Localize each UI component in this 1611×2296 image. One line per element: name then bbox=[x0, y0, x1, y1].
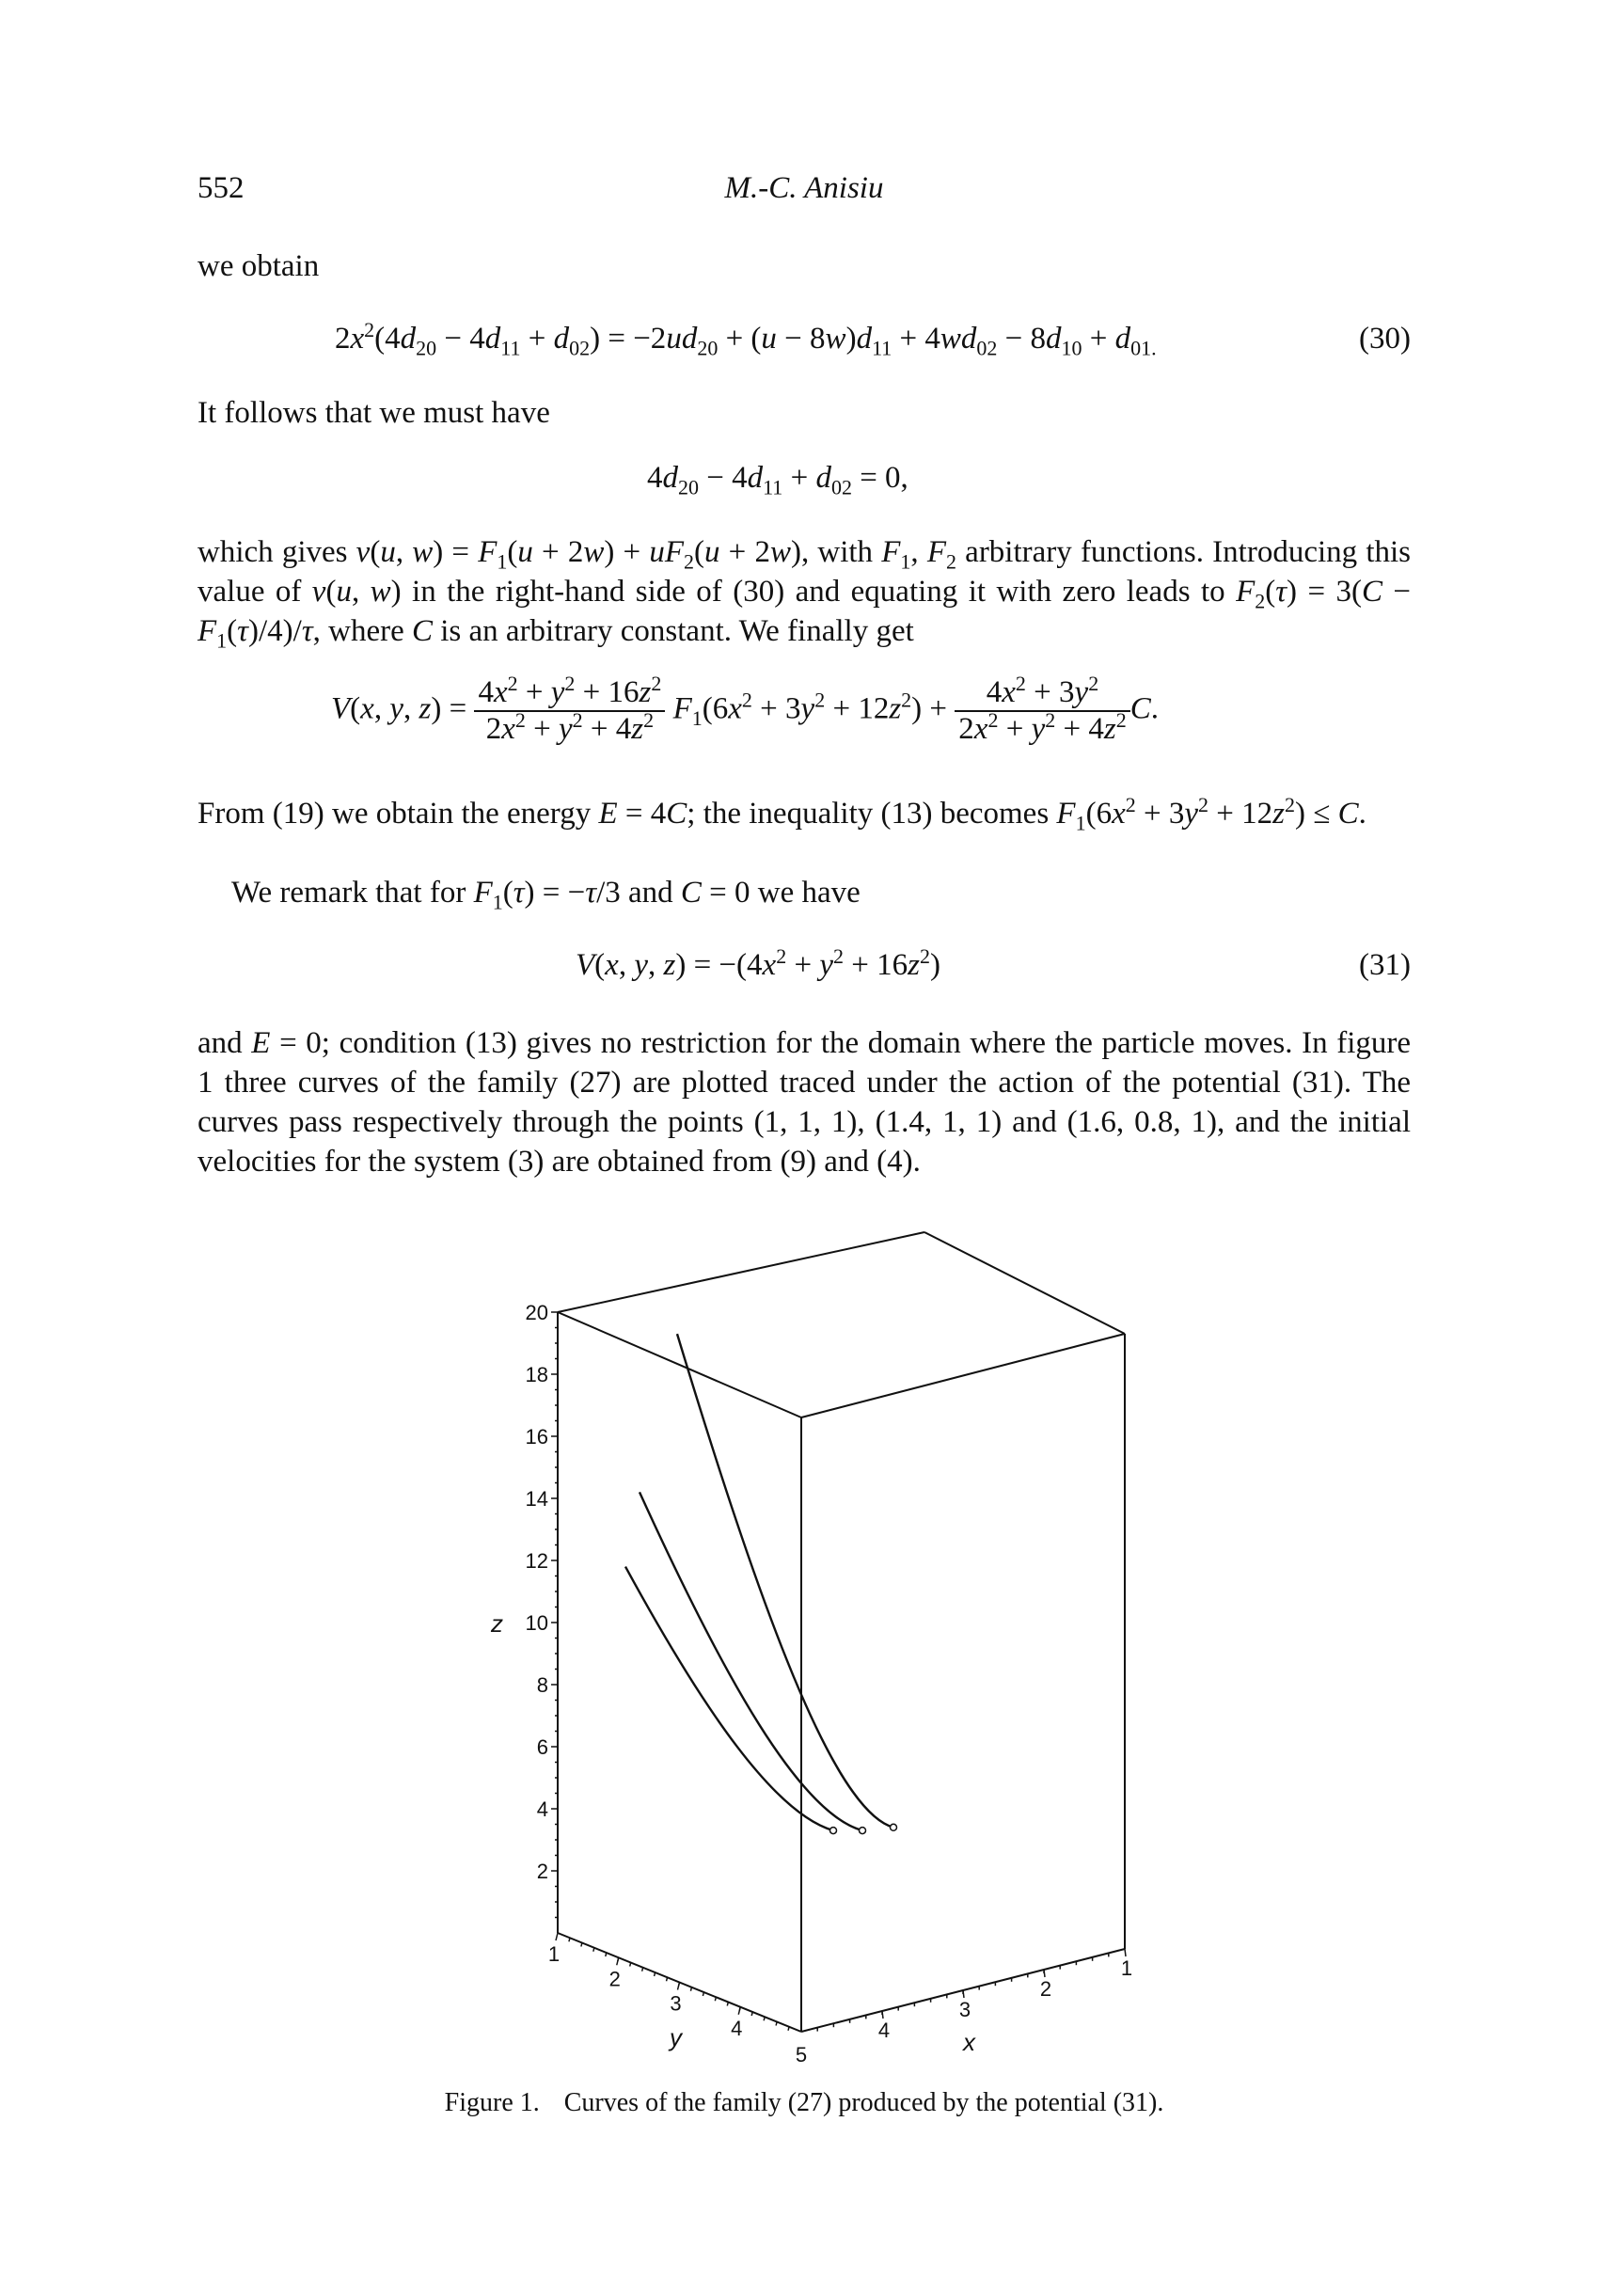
paragraph-it-follows: It follows that we must have bbox=[197, 396, 550, 430]
plot-box bbox=[558, 1232, 1125, 2032]
box-edge bbox=[558, 1232, 924, 1312]
z-tick-label: 4 bbox=[536, 1797, 548, 1821]
x-axis-label: x bbox=[963, 2028, 975, 2056]
y-minor-tick bbox=[751, 2012, 752, 2016]
y-minor-tick bbox=[739, 2007, 740, 2011]
equation-coeff-zero: $4d_{20} - 4d_{11} + d_{02} = 0$, bbox=[647, 461, 908, 499]
y-tick-label: 4 bbox=[731, 2016, 743, 2040]
y-tick bbox=[556, 1933, 558, 1940]
y-minor-tick bbox=[667, 1977, 668, 1981]
equation-31: V(x, y, $z) = -(4x^2 + y^2 + 16z^2)$ bbox=[576, 944, 940, 982]
box-edge bbox=[924, 1232, 1125, 1334]
x-tick-label: 3 bbox=[958, 1998, 971, 2021]
equation-30: $2x^2(4d_{20} - 4d_{11} + d_{02}) = -2ud_{20} + (u - 8w)d_{11} + 4wd_{02} - 8d_{10} + d_{01.}$ bbox=[335, 318, 1157, 360]
z-tick-label: 2 bbox=[536, 1860, 548, 1883]
paragraph-remark: We remark that for $F_1(\tau) = -\tau/3$ and C = 0 we have bbox=[231, 876, 861, 914]
equation-30-number: (30) bbox=[1359, 322, 1411, 356]
paragraph-and-E: and E = 0; condition (13) gives no restriction for the domain where the particle moves. In figure 1 three curves of the family (27) are plotted traced under the action of the potential (31). The curves pass respectively through the points (1, 1, 1), (1.4, 1, 1) and (1.6, 0.8, 1), and the initial velocities for the system (3) are obtained from (9) and (4). bbox=[197, 1026, 1412, 1179]
z-tick-label: 14 bbox=[525, 1487, 548, 1511]
y-minor-tick bbox=[642, 1968, 643, 1971]
figure-caption-text: Curves of the family (27) produced by the potential (31). bbox=[563, 2088, 1164, 2117]
z-tick-label: 12 bbox=[525, 1549, 548, 1573]
paragraph-from-19: From (19) we obtain the energy E = 4C; the inequality (13) becomes $F_1(6x^2 + 3y^2 + 12z^2) \le C$. bbox=[197, 793, 1366, 835]
z-tick-label: 20 bbox=[525, 1301, 548, 1324]
equation-potential-general: V(x, y, z) = $\frac{4x^2 + y^2 + 16z^2}{2x^2 + y^2 + 4z^2}$ $F_1(6x^2 + 3y^2 + 12z^2)$ + $\frac{4x^2 + 3y^2}{2x^2 + y^2 + 4z^2}$ C. bbox=[331, 672, 1159, 746]
box-edge bbox=[558, 1312, 801, 1417]
running-author: M.-C. Anisiu bbox=[724, 171, 884, 205]
curve-end-marker bbox=[891, 1824, 897, 1830]
y-minor-tick bbox=[606, 1953, 607, 1956]
z-tick-label: 10 bbox=[525, 1611, 548, 1635]
box-edge bbox=[801, 1334, 1125, 1417]
y-minor-tick bbox=[581, 1943, 582, 1947]
y-tick-label: 3 bbox=[670, 1991, 682, 2016]
y-minor-tick bbox=[690, 1987, 691, 1991]
y-tick-label: 1 bbox=[547, 1942, 561, 1966]
curve-series-2 bbox=[640, 1492, 862, 1830]
x-tick-label: 2 bbox=[1039, 1977, 1052, 2001]
curve-end-marker bbox=[830, 1828, 837, 1834]
paragraph-we-obtain: we obtain bbox=[197, 249, 320, 283]
z-axis-label: z bbox=[491, 1609, 503, 1638]
x-axis-end-label: 5 bbox=[795, 2043, 808, 2066]
x-tick bbox=[1125, 1949, 1126, 1956]
z-tick-label: 8 bbox=[536, 1673, 548, 1697]
y-minor-tick bbox=[569, 1938, 570, 1941]
y-minor-tick bbox=[618, 1957, 619, 1961]
x-tick-label: 4 bbox=[877, 2019, 891, 2042]
y-minor-tick bbox=[776, 2022, 777, 2026]
y-minor-tick bbox=[788, 2027, 789, 2031]
curve-end-marker bbox=[860, 1828, 866, 1834]
equation-31-number: (31) bbox=[1359, 948, 1411, 982]
y-minor-tick bbox=[593, 1948, 594, 1952]
x-tick-label: 1 bbox=[1120, 1956, 1133, 1980]
z-tick-label: 18 bbox=[525, 1363, 548, 1386]
page-number: 552 bbox=[197, 171, 245, 205]
y-minor-tick bbox=[764, 2017, 765, 2020]
y-minor-tick bbox=[715, 1997, 716, 2001]
y-minor-tick bbox=[630, 1963, 631, 1967]
figure-caption-label: Figure 1. bbox=[444, 2088, 540, 2117]
figure-caption bbox=[197, 2088, 1411, 2118]
y-axis-label: y bbox=[670, 2023, 682, 2051]
y-tick-label: 2 bbox=[608, 1967, 621, 1991]
z-tick-label: 16 bbox=[525, 1425, 548, 1449]
curve-series-3 bbox=[677, 1334, 893, 1828]
y-minor-tick bbox=[679, 1983, 680, 1987]
paragraph-which-gives: which gives v(u, $w) = F_1(u + 2w) + uF_2(u + 2w)$, with $F_1$, $F_2$ arbitrary functions. Introducing this value of v(u, w) in the right-hand side of (30) and equating it with zero leads to $F_2(\tau) = 3(C - F_1(\tau)/4)/\tau$, where C is an arbitrary constant. We finally get bbox=[197, 535, 1412, 653]
z-tick-label: 6 bbox=[536, 1735, 548, 1759]
y-minor-tick bbox=[727, 2003, 728, 2006]
